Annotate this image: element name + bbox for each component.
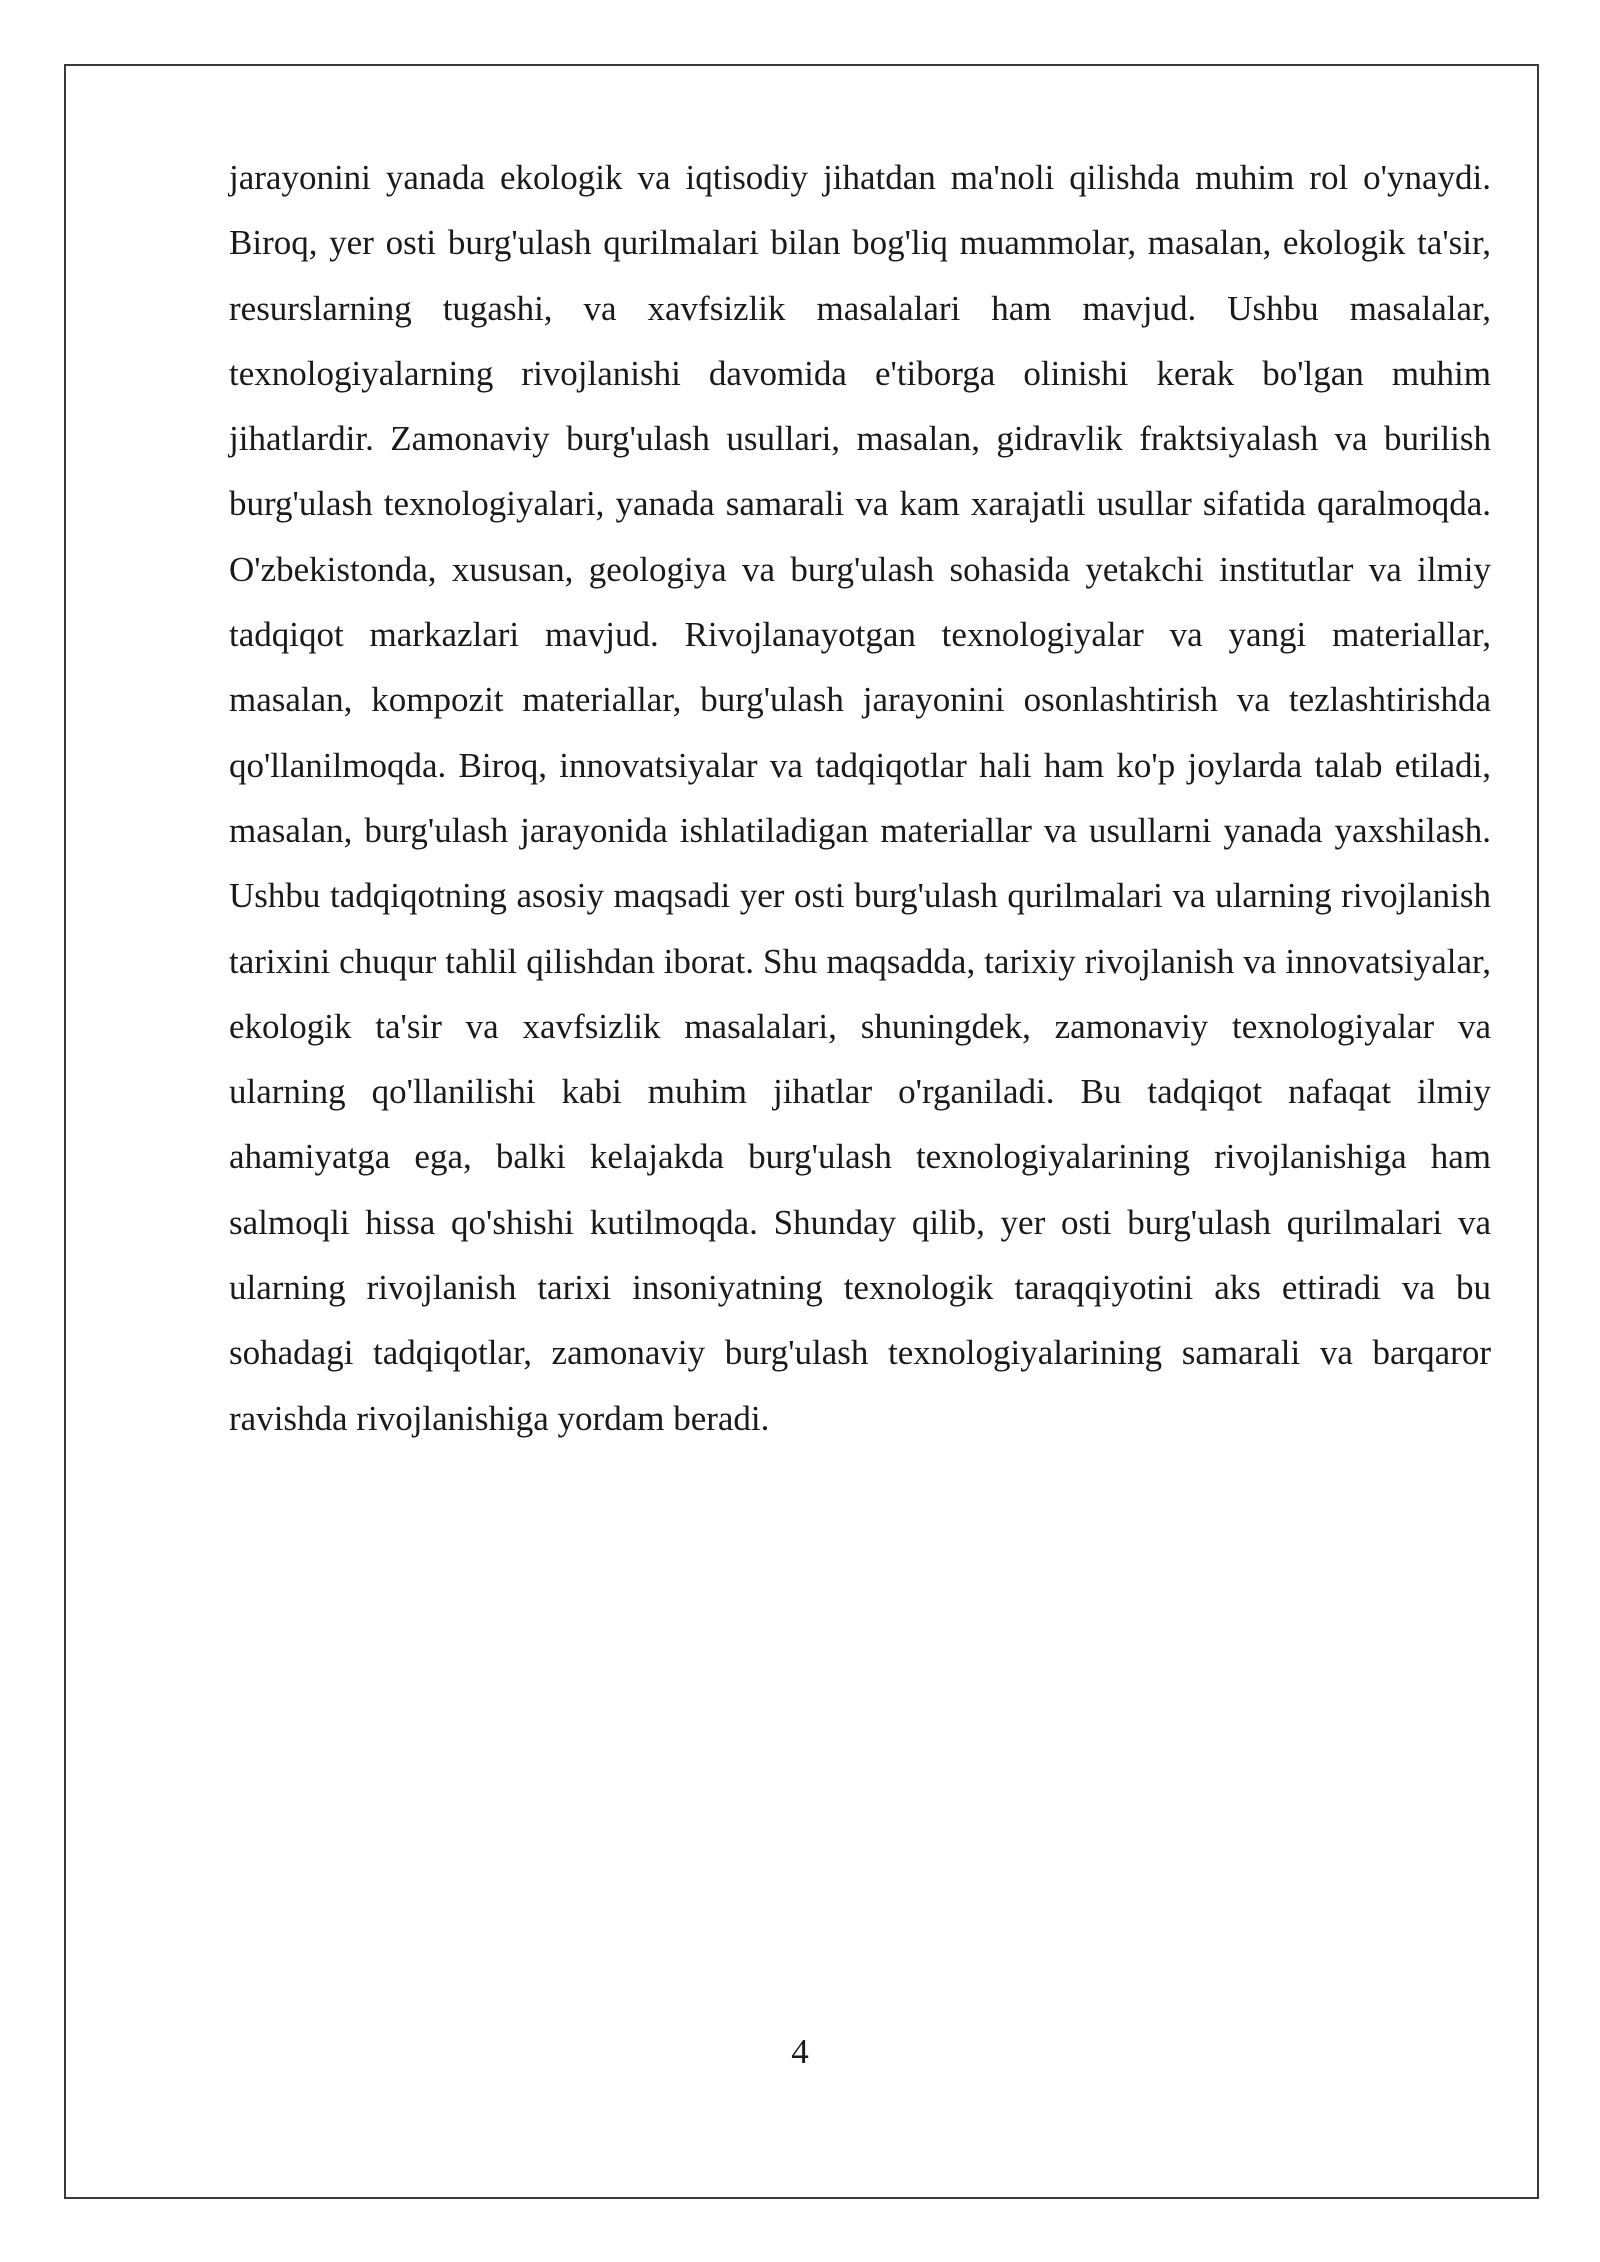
body-paragraph: jarayonini yanada ekologik va iqtisodiy jihatdan ma'noli qilishda muhim rol o'ynaydi. Biroq, yer osti burg'ulash qurilmalari bilan bog'liq muammolar, masalan, ekologik ta'sir, resurslarning tugashi, va xavfsizlik masalalari ham mavjud. Ushbu masalalar, texnologiyalarning rivojlanishi davomida e'tiborga olinishi kerak bo'lgan muhim jihatlardir. Zamonaviy burg'ulash usullari, masalan, gidravlik fraktsiyalash va burilish burg'ulash texnologiyalari, yanada samarali va kam xarajatli usullar sifatida qaralmoqda. O'zbekistonda, xususan, geologiya va burg'ulash sohasida yetakchi institutlar va ilmiy tadqiqot markazlari mavjud. Rivojlanayotgan texnologiyalar va yangi materiallar, masalan, kompozit materiallar, burg'ulash jarayonini osonlashtirish va tezlashtirishda qo'llanilmoqda. Biroq, innovatsiyalar va tadqiqotlar hali ham ko'p joylarda talab etiladi, masalan, burg'ulash jarayonida ishlatiladigan materiallar va usullarni yanada yaxshilash. Ushbu tadqiqotning asosiy maqsadi yer osti burg'ulash qurilmalari va ularning rivojlanish tarixini chuqur tahlil qilishdan iborat. Shu maqsadda, tarixiy rivojlanish va innovatsiyalar, ekologik ta'sir va xavfsizlik masalalari, shuningdek, zamonaviy texnologiyalar va ularning qo'llanilishi kabi muhim jihatlar o'rganiladi. Bu tadqiqot nafaqat ilmiy ahamiyatga ega, balki kelajakda burg'ulash texnologiyalarining rivojlanishiga ham salmoqli hissa qo'shishi kutilmoqda. Shunday qilib, yer osti burg'ulash qurilmalari va ularning rivojlanish tarixi insoniyatning texnologik taraqqiyotini aks ettiradi va bu sohadagi tadqiqotlar, zamonaviy burg'ulash texnologiyalarining samarali va barqaror ravishda rivojlanishiga yordam beradi.	[229, 158, 1491, 1438]
page-number: 4	[791, 2032, 809, 2071]
